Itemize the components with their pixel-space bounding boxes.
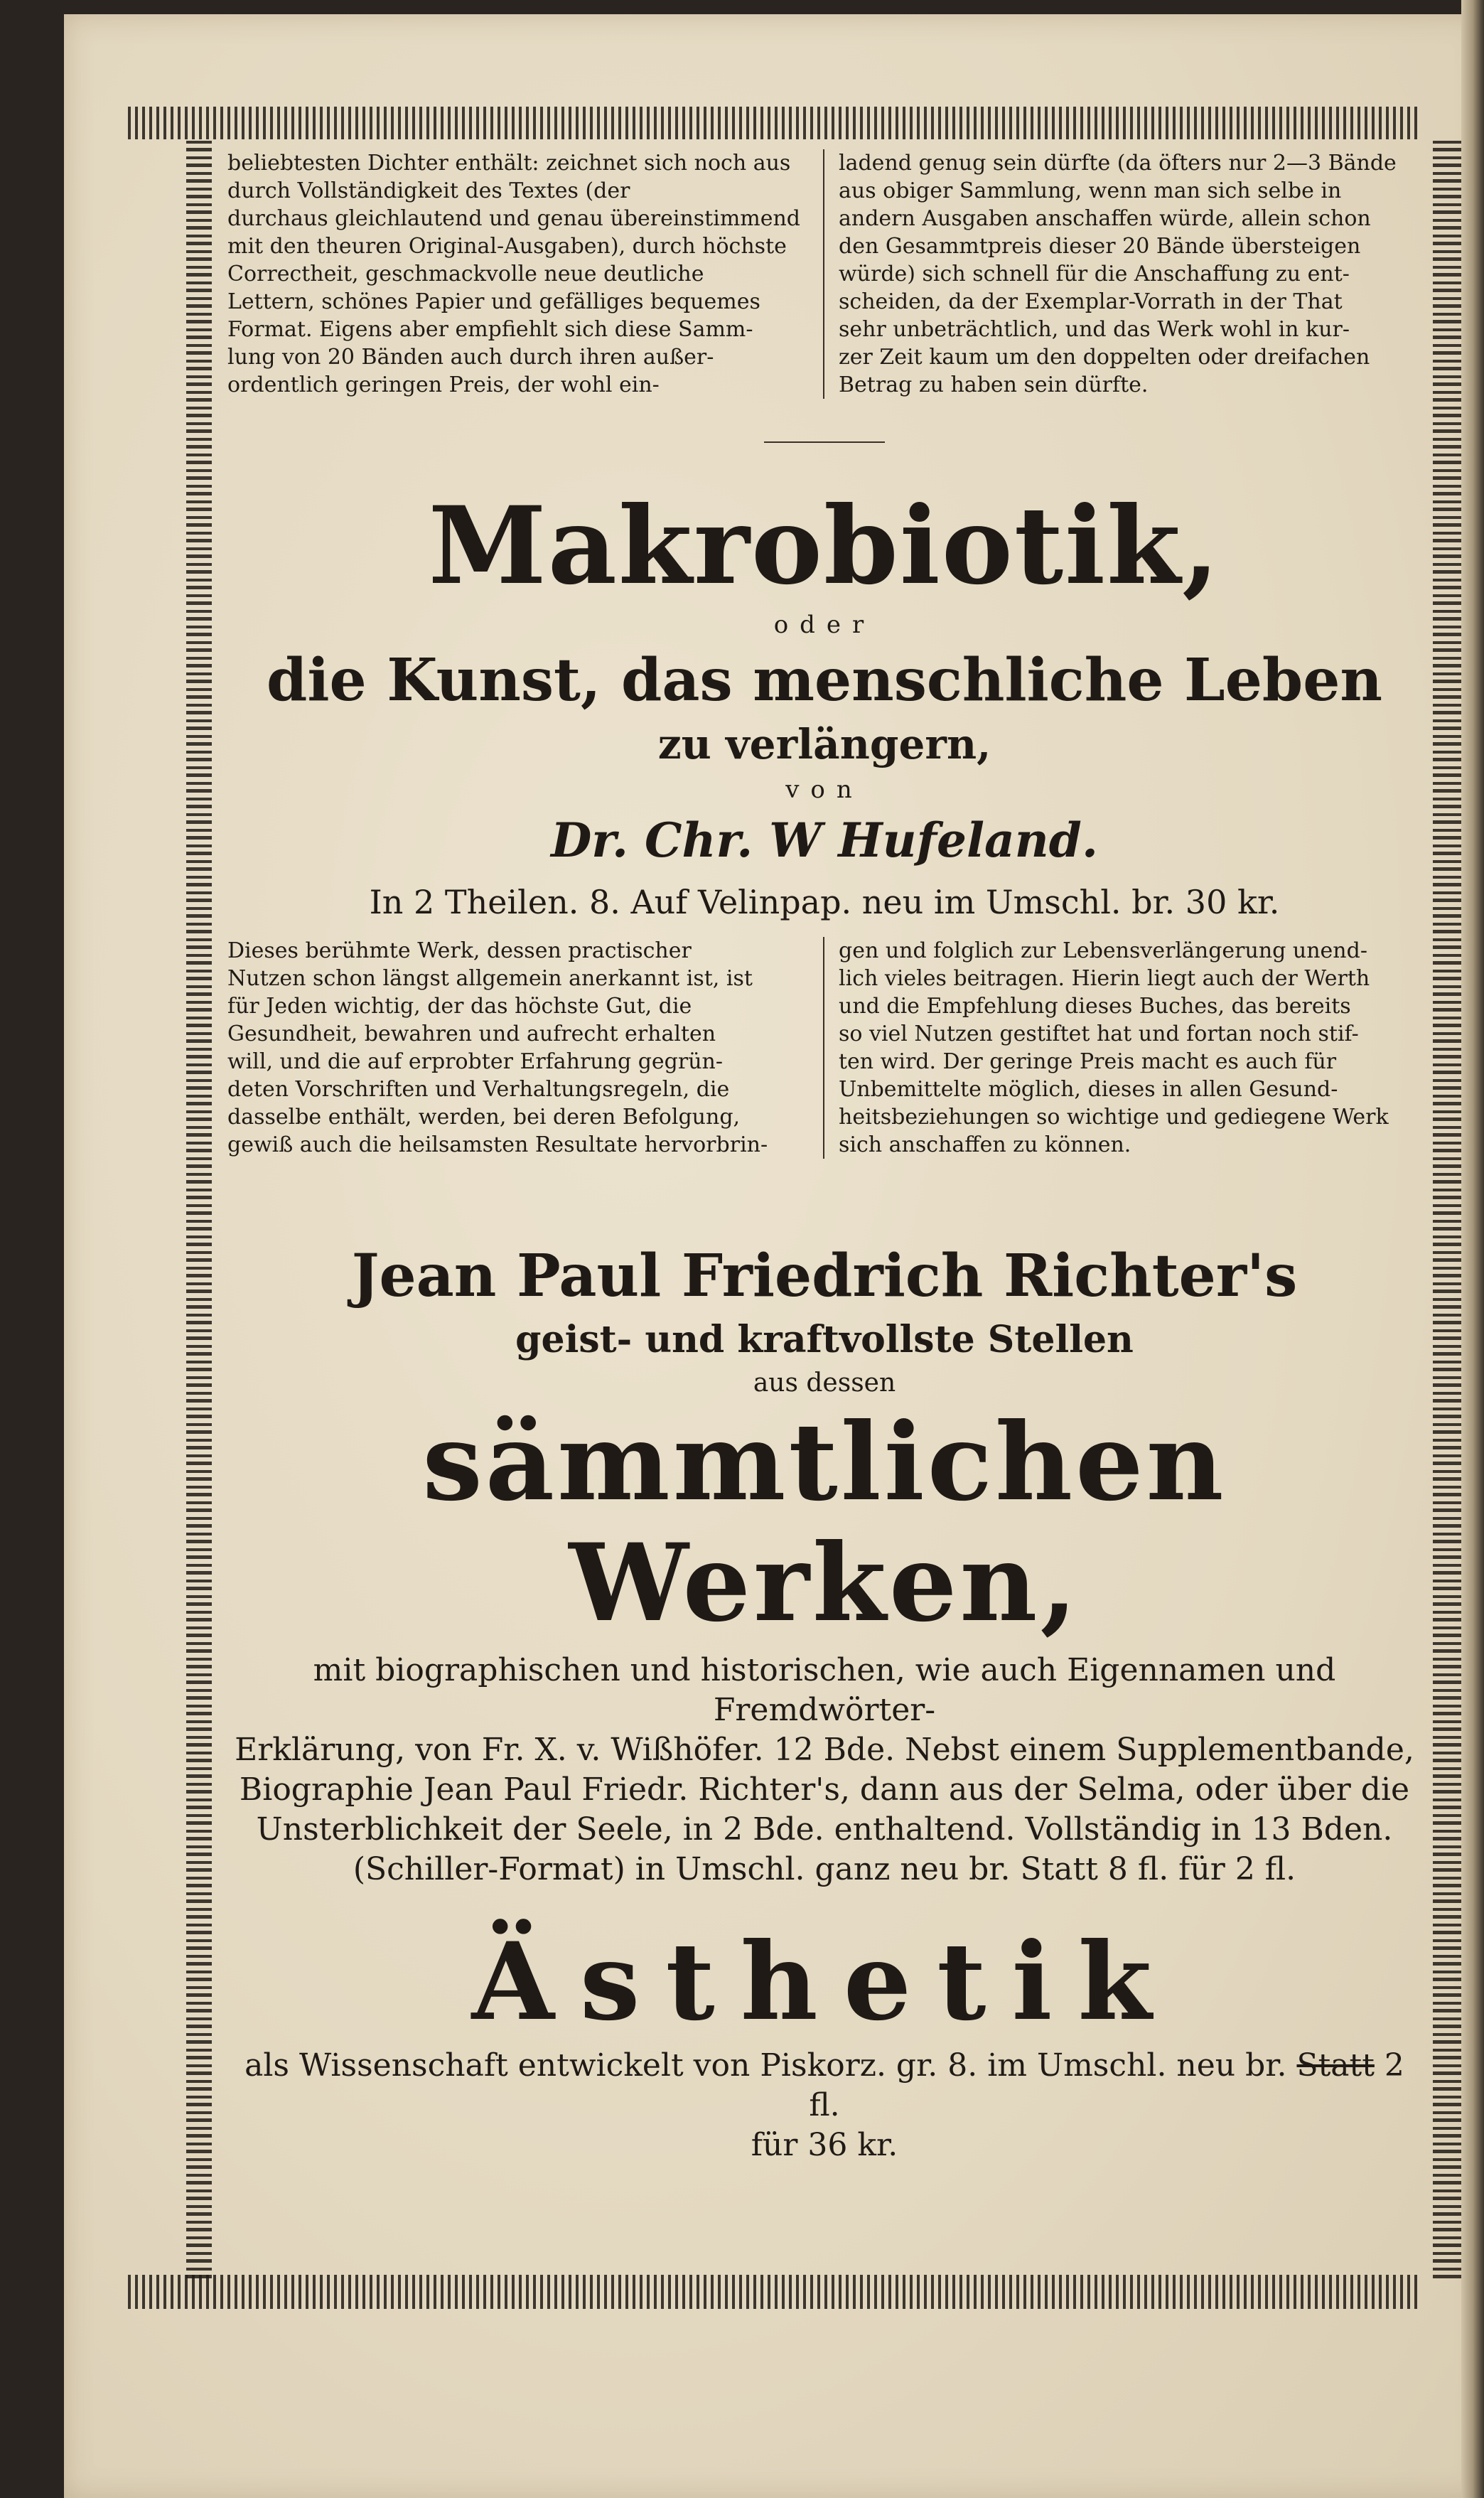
text-line: dasselbe enthält, werden, bei deren Befolgung,: [227, 1105, 741, 1130]
makrobiotik-column-left: [227, 937, 810, 1159]
text-line: mit biographischen und historischen, wie auch Eigennamen und Fremdwörter-: [313, 1652, 1336, 1728]
top-column-right: [839, 149, 1421, 399]
oder-text: oder: [773, 611, 876, 639]
makrobiotik-price: In 2 Theilen. 8. Auf Velinpap. neu im Umschl. br. 30 kr.: [369, 883, 1280, 921]
text-line: für 36 kr.: [751, 2127, 898, 2163]
makrobiotik-subtitle-2: zu verlängern,: [657, 720, 991, 768]
document-content: [227, 149, 1421, 2165]
text-line: den Gesammtpreis dieser 20 Bände übersteigen: [839, 234, 1361, 259]
text-line: will, und die auf erprobter Erfahrung gegrün-: [227, 1049, 724, 1074]
von-text: von: [785, 776, 864, 804]
text-line: Unbemittelte möglich, dieses in allen Gesund-: [839, 1077, 1338, 1102]
top-column-left: [227, 149, 810, 399]
text-line: scheiden, da der Exemplar-Vorrath in der That: [839, 289, 1343, 314]
richter-description: [227, 1651, 1421, 1889]
text-line: würde) sich schnell für die Anschaffung zu ent-: [839, 262, 1350, 286]
richter-big-title: sämmtlichen Werken,: [422, 1400, 1227, 1646]
text-line: heitsbeziehungen so wichtige und gediegene Werk: [839, 1105, 1389, 1130]
ornamental-border-top: [128, 107, 1421, 139]
aesthetik-line-post: 2 fl.: [809, 2047, 1404, 2123]
text-line: gen und folglich zur Lebensverlängerung unend-: [839, 938, 1367, 963]
ornamental-border-left: [186, 139, 212, 2278]
text-line: mit den theuren Original-Ausgaben), durch höchste: [227, 234, 787, 259]
makrobiotik-subtitle: die Kunst, das menschliche Leben: [266, 646, 1382, 714]
text-line: ordentlich geringen Preis, der wohl ein-: [227, 372, 660, 397]
aesthetik-line-pre: als Wissenschaft entwickelt von Piskorz. gr. 8. im Umschl. neu br.: [244, 2047, 1287, 2084]
text-line: Gesundheit, bewahren und aufrecht erhalten: [227, 1022, 716, 1046]
aesthetik-struck-word: Statt: [1296, 2047, 1375, 2084]
text-line: Dieses berühmte Werk, dessen practischer: [227, 938, 692, 963]
text-line: andern Ausgaben anschaffen würde, allein schon: [839, 206, 1371, 231]
author-name: [227, 808, 1421, 873]
text-line: gewiß auch die heilsamsten Resultate hervorbrin-: [227, 1132, 768, 1157]
richter-title: Jean Paul Friedrich Richter's: [351, 1242, 1298, 1310]
text-line: zer Zeit kaum um den doppelten oder dreifachen: [839, 345, 1370, 370]
column-divider: [823, 937, 824, 1159]
text-line: so viel Nutzen gestiftet hat und fortan noch stif-: [839, 1022, 1359, 1046]
makrobiotik-title: Makrobiotik,: [428, 483, 1221, 609]
section-separator: [764, 441, 885, 443]
text-line: sehr unbeträchtlich, und das Werk wohl in kur-: [839, 317, 1350, 342]
text-line: und die Empfehlung dieses Buches, das bereits: [839, 994, 1351, 1019]
richter-aus-dessen: aus dessen: [753, 1368, 896, 1398]
text-line: Erklärung, von Fr. X. v. Wißhöfer. 12 Bde. Nebst einem Supplementbande,: [235, 1732, 1414, 1768]
author-text: Dr. Chr. W Hufeland.: [551, 813, 1098, 868]
aesthetik-title: Ästhetik: [471, 1919, 1178, 2044]
text-line: beliebtesten Dichter enthält: zeichnet sich noch aus: [227, 151, 791, 176]
text-line: [227, 2046, 1421, 2126]
makrobiotik-columns: [227, 937, 1421, 1159]
text-line: durch Vollständigkeit des Textes (der: [227, 178, 630, 203]
richter-section: [227, 1237, 1421, 1889]
text-line: aus obiger Sammlung, wenn man sich selbe in: [839, 178, 1342, 203]
text-line: für Jeden wichtig, der das höchste Gut, die: [227, 994, 692, 1019]
text-line: Biographie Jean Paul Friedr. Richter's, dann aus der Selma, oder über die: [239, 1771, 1410, 1808]
text-line: durchaus gleichlautend und genau übereinstimmend: [227, 206, 800, 231]
page-edge: [1461, 0, 1484, 2498]
aesthetik-description: [227, 2046, 1421, 2165]
text-line: sich anschaffen zu können.: [839, 1132, 1131, 1157]
text-line: ten wird. Der geringe Preis macht es auch für: [839, 1049, 1337, 1074]
text-line: lich vieles beitragen. Hierin liegt auch der Werth: [839, 966, 1370, 991]
makrobiotik-column-right: [839, 937, 1421, 1159]
top-columns: [227, 149, 1421, 399]
ornamental-border-right: [1433, 139, 1461, 2278]
text-line: Correctheit, geschmackvolle neue deutliche: [227, 262, 704, 286]
text-line: (Schiller-Format) in Umschl. ganz neu br. Statt 8 fl. für 2 fl.: [353, 1851, 1296, 1887]
richter-subtitle: geist- und kraftvollste Stellen: [515, 1318, 1134, 1361]
text-line: Nutzen schon längst allgemein anerkannt ist, ist: [227, 966, 753, 991]
column-divider: [823, 149, 824, 399]
text-line: Betrag zu haben sein dürfte.: [839, 372, 1149, 397]
text-line: Lettern, schönes Papier und gefälliges bequemes: [227, 289, 760, 314]
text-line: Format. Eigens aber empfiehlt sich diese Samm-: [227, 317, 753, 342]
text-line: ladend genug sein dürfte (da öfters nur 2—3 Bände: [839, 151, 1397, 176]
text-line: lung von 20 Bänden auch durch ihren außer-: [227, 345, 714, 370]
ornamental-border-bottom: [128, 2275, 1421, 2309]
text-line: deten Vorschriften und Verhaltungsregeln, die: [227, 1077, 730, 1102]
text-line: Unsterblichkeit der Seele, in 2 Bde. enthaltend. Vollständig in 13 Bden.: [256, 1811, 1393, 1848]
